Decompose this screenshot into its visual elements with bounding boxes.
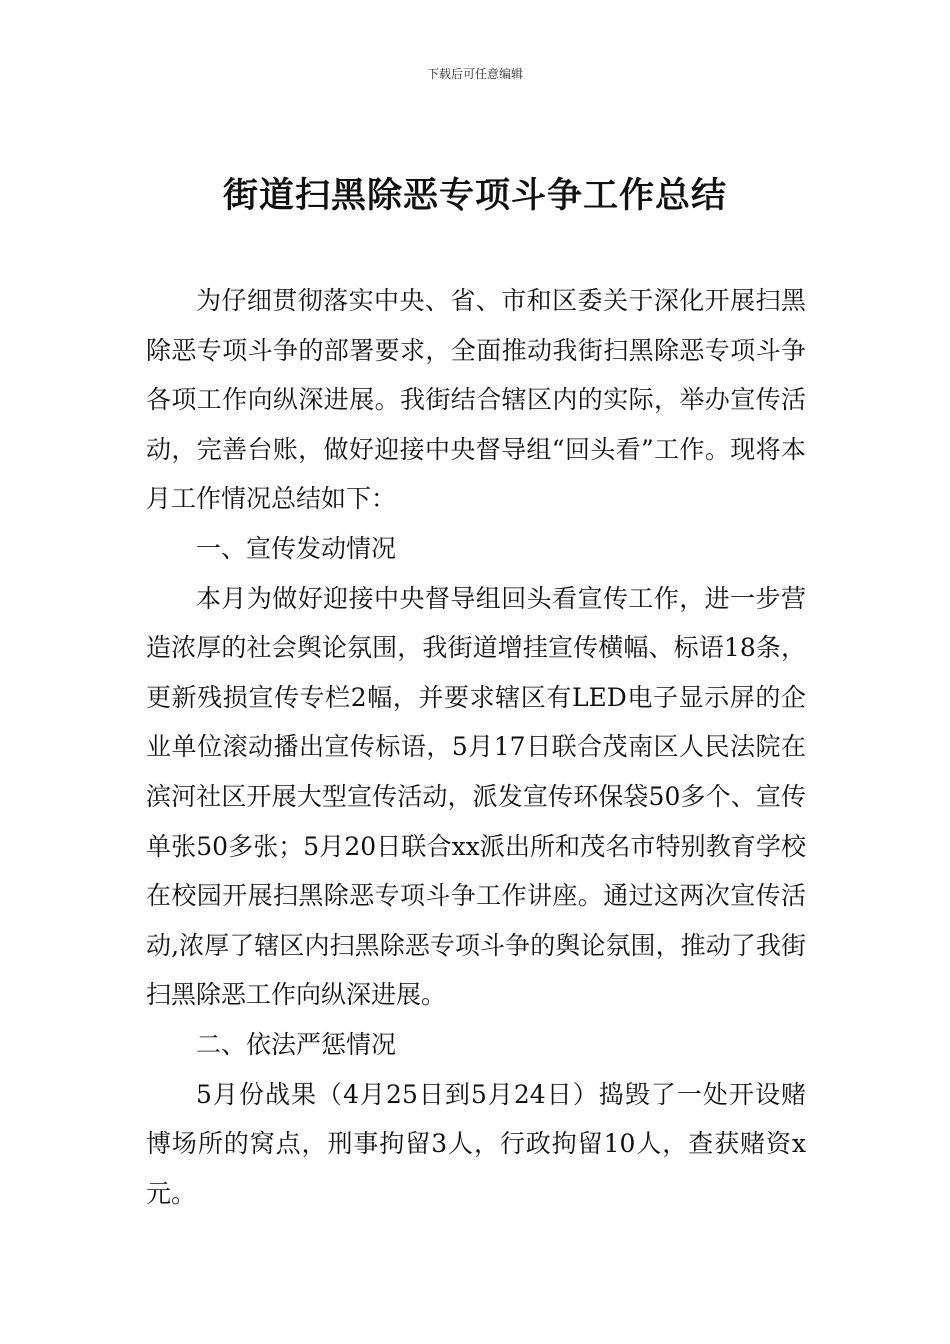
section-heading-enforcement: 二、依法严惩情况 — [196, 1029, 397, 1059]
enforcement-paragraph: 5月份战果（4月25日到5月24日）捣毁了一处开设赌博场所的窝点，刑事拘留3人，行政拘留10人，查获赌资x元。 — [146, 1079, 806, 1208]
header-note: 下载后可任意编辑 — [426, 67, 523, 81]
section-heading-publicity: 一、宣传发动情况 — [196, 533, 397, 563]
publicity-paragraph: 本月为做好迎接中央督导组回头看宣传工作，进一步营造浓厚的社会舆论氛围，我街道增挂宣传横幅、标语18条，更新残损宣传专栏2幅，并要求辖区有LED电子显示屏的企业单位滚动播出宣传标语，5月17日联合茂南区人民法院在滨河社区开展大型宣传活动，派发宣传环保袋50多个、宣传单张50多张；5月20日联合xx派出所和茂名市特别教育学校在校园开展扫黑除恶专项斗争工作讲座。通过这两次宣传活动,浓厚了辖区内扫黑除恶专项斗争的舆论氛围，推动了我街扫黑除恶工作向纵深进展。 — [146, 583, 806, 1010]
document-body — [146, 276, 806, 1218]
document-title: 街道扫黑除恶专项斗争工作总结 — [222, 176, 727, 216]
intro-paragraph: 为仔细贯彻落实中央、省、市和区委关于深化开展扫黑除恶专项斗争的部署要求，全面推动我街扫黑除恶专项斗争各项工作向纵深进展。我街结合辖区内的实际，举办宣传活动，完善台账，做好迎接中央督导组“回头看”工作。现将本月工作情况总结如下： — [146, 286, 806, 514]
